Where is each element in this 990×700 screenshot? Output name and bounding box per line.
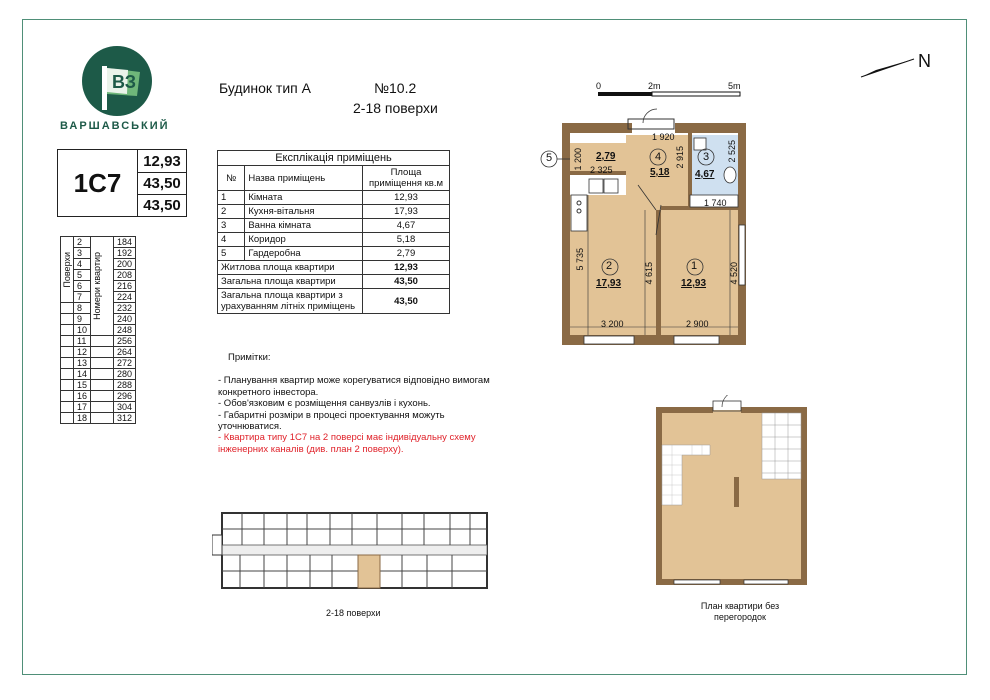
row-area: 12,93 — [363, 191, 450, 205]
row-area: 4,67 — [363, 219, 450, 233]
apt-num: 256 — [114, 336, 136, 347]
open-plan-caption: План квартири без перегородок — [700, 601, 780, 622]
room-2-area: 17,93 — [596, 278, 622, 289]
apt-num: 240 — [114, 314, 136, 325]
apt-num: 224 — [114, 292, 136, 303]
row-area: 2,79 — [363, 247, 450, 261]
table-row — [218, 191, 450, 205]
total-row — [218, 261, 450, 275]
total-area: 12,93 — [363, 261, 450, 275]
page-frame — [22, 19, 967, 675]
total-name: Загальна площа квартири — [218, 275, 363, 289]
room-1-area: 12,93 — [681, 278, 707, 289]
apt-num: 192 — [114, 248, 136, 259]
floor-num: 4 — [74, 259, 91, 270]
row-name: Коридор — [245, 233, 363, 247]
note-red: - Квартира типу 1С7 на 2 поверсі має індивідуальну схему інженерних каналів (див. план 2 поверху). — [218, 432, 476, 455]
apt-num: 288 — [114, 380, 136, 391]
row-name: Кімната — [245, 191, 363, 205]
dim-3200: 3 200 — [601, 319, 624, 329]
logo-icon — [80, 44, 154, 118]
apartment-code: 1С7 — [58, 150, 138, 216]
apt-num: 232 — [114, 303, 136, 314]
row-num: 3 — [218, 219, 245, 233]
dim-1200: 1 200 — [573, 148, 583, 171]
floor-num: 5 — [74, 270, 91, 281]
room-1-floor — [658, 210, 738, 335]
floor-num: 3 — [74, 248, 91, 259]
scale-label-0: 0 — [596, 81, 602, 91]
floor-num: 9 — [74, 314, 91, 325]
floor-num: 11 — [74, 336, 91, 347]
row-num: 4 — [218, 233, 245, 247]
room-1-number: 1 — [691, 260, 698, 272]
scale-label-5m: 5m — [728, 81, 741, 91]
col-num: № — [218, 166, 245, 191]
apt-header: Номери квартир — [92, 252, 103, 320]
apartment-code-box — [57, 149, 187, 217]
row-area: 5,18 — [363, 233, 450, 247]
col-area: Площа приміщення кв.м — [363, 166, 450, 191]
floor-num: 2 — [74, 237, 91, 248]
dim-1920: 1 920 — [652, 132, 675, 142]
notes-title: Примітки: — [228, 352, 271, 363]
north-arrow-icon — [856, 55, 916, 85]
explication-title: Експлікація приміщень — [218, 151, 450, 166]
dim-2525: 2 525 — [727, 140, 737, 163]
floor-num: 6 — [74, 281, 91, 292]
toilet-icon — [724, 167, 736, 183]
apt-header-cell — [91, 237, 114, 336]
north-label: N — [918, 51, 931, 71]
table-row — [218, 247, 450, 261]
note-item: - Обов'язковим є розміщення санвузлів і кухонь. — [218, 398, 431, 410]
floor-num: 7 — [74, 292, 91, 303]
building-title: Будинок тип А — [219, 80, 311, 96]
notes-block — [218, 352, 498, 455]
floor-num: 13 — [74, 358, 91, 369]
floor-header-cell — [61, 237, 74, 303]
dim-2915: 2 915 — [675, 146, 685, 169]
room-4-number: 4 — [655, 151, 662, 163]
apt-num: 272 — [114, 358, 136, 369]
apt-num: 280 — [114, 369, 136, 380]
dim-4520: 4 520 — [729, 262, 739, 285]
room-2-number: 2 — [606, 260, 613, 272]
scale-bar — [598, 91, 743, 99]
floor-num: 10 — [74, 325, 91, 336]
apt-num: 248 — [114, 325, 136, 336]
total-area: 43,50 — [363, 275, 450, 289]
floor-num: 14 — [74, 369, 91, 380]
dim-5735: 5 735 — [575, 248, 585, 271]
note-item: - Габаритні розміри в процесі проектування можуть уточнюватися. — [218, 409, 445, 433]
row-area: 17,93 — [363, 205, 450, 219]
total-area: 43,50 — [363, 289, 450, 314]
row-num: 5 — [218, 247, 245, 261]
floor-num: 15 — [74, 380, 91, 391]
floor-num: 16 — [74, 391, 91, 402]
building-number: №10.2 — [374, 80, 417, 96]
dim-2900: 2 900 — [686, 319, 709, 329]
sink-icon — [694, 138, 706, 150]
apt-num: 208 — [114, 270, 136, 281]
table-row — [218, 205, 450, 219]
table-row — [218, 219, 450, 233]
table-row — [218, 233, 450, 247]
row-name: Кухня-вітальня — [245, 205, 363, 219]
row-name: Ванна кімната — [245, 219, 363, 233]
total-row — [218, 289, 450, 314]
dim-4615: 4 615 — [644, 262, 654, 285]
building-floor-plan — [212, 505, 490, 593]
floor-num: 17 — [74, 402, 91, 413]
apt-num: 184 — [114, 237, 136, 248]
apt-num: 304 — [114, 402, 136, 413]
floor-num: 12 — [74, 347, 91, 358]
apt-num: 216 — [114, 281, 136, 292]
total-name: Загальна площа квартири з урахуванням літніх приміщень — [218, 289, 363, 314]
apt-num: 200 — [114, 259, 136, 270]
row-num: 1 — [218, 191, 245, 205]
row-num: 2 — [218, 205, 245, 219]
apt-num: 312 — [114, 413, 136, 424]
area-living: 12,93 — [138, 150, 186, 173]
total-row — [218, 275, 450, 289]
floor-num: 18 — [74, 413, 91, 424]
dim-2325: 2 325 — [590, 165, 613, 175]
room-4-area: 5,18 — [650, 167, 670, 178]
room-3-number: 3 — [703, 151, 710, 163]
area-total: 43,50 — [138, 172, 186, 195]
room-5-number: 5 — [546, 152, 553, 164]
col-name: Назва приміщень — [245, 166, 363, 191]
row-name: Гардеробна — [245, 247, 363, 261]
open-plan — [650, 395, 810, 590]
brand-name: ВАРШАВСЬКИЙ — [60, 120, 170, 132]
total-name: Житлова площа квартири — [218, 261, 363, 275]
area-total-summer: 43,50 — [143, 196, 181, 214]
highlighted-apartment — [358, 555, 380, 588]
apt-num: 296 — [114, 391, 136, 402]
floor-table — [60, 236, 136, 424]
note-item: - Планування квартир може корегуватися відповідно вимогам конкретного інвестора. — [218, 375, 490, 398]
apt-num: 264 — [114, 347, 136, 358]
dim-1740: 1 740 — [704, 198, 727, 208]
room-3-area: 4,67 — [695, 169, 715, 180]
explication-table — [217, 150, 450, 314]
floors-title: 2-18 поверхи — [353, 100, 438, 116]
logo-letters: ВЗ — [112, 72, 137, 92]
floor-header: Поверхи — [62, 251, 72, 288]
room-5-area: 2,79 — [596, 151, 616, 162]
scale-label-2m: 2m — [648, 81, 661, 91]
floor-num: 8 — [74, 303, 91, 314]
floor-plan-caption: 2-18 поверхи — [326, 608, 381, 618]
apartment-plan — [540, 105, 755, 350]
